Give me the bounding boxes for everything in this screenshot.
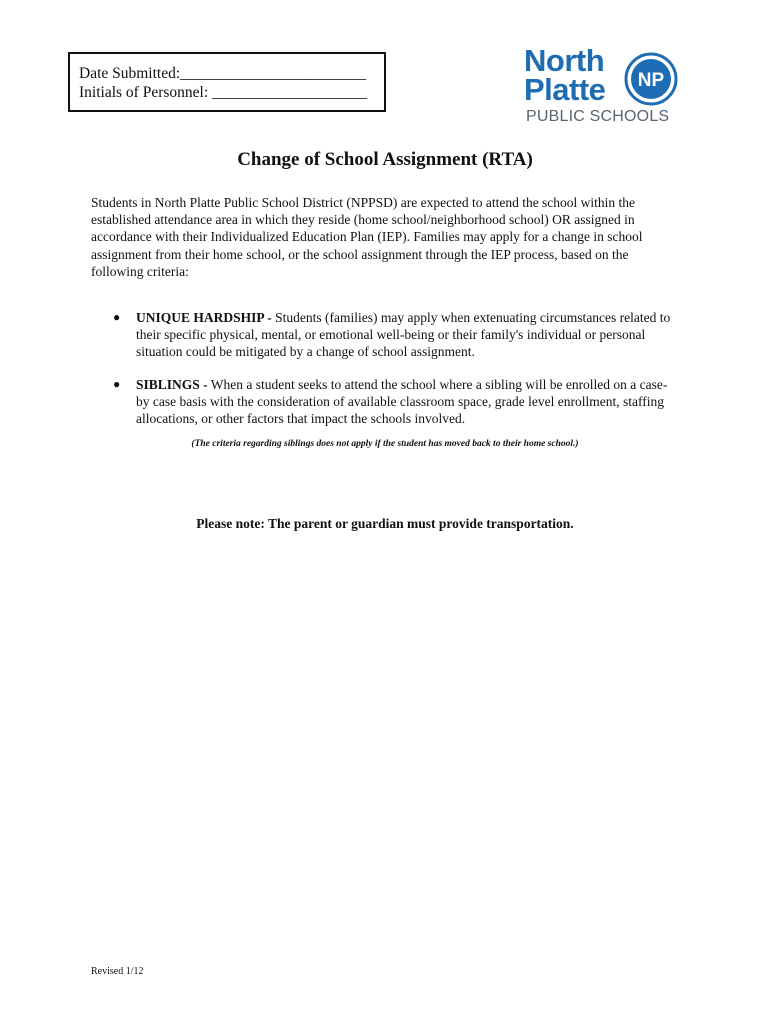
criteria-list [110, 309, 676, 442]
criteria-item-unique-hardship [110, 309, 676, 361]
criteria-heading: UNIQUE HARDSHIP - [136, 310, 272, 325]
criteria-heading: SIBLINGS - [136, 376, 208, 392]
criteria-text: Students (families) may apply when extenuating circumstances related to their specific physical, mental, or emotional well-being or their family's individual or personal situation could be mitigated by a change of school assignment. [136, 310, 671, 360]
page-title: Change of School Assignment (RTA) [237, 149, 533, 170]
criteria-item-siblings [110, 376, 676, 428]
siblings-note: (The criteria regarding siblings does not apply if the student has moved back to their home school.) [191, 439, 579, 449]
logo-line-public-schools: PUBLIC SCHOOLS [526, 108, 670, 125]
bullet-icon: ● [113, 376, 121, 391]
date-submitted-field[interactable]: Date Submitted:________________________ [79, 65, 367, 82]
logo-line-platte: Platte [524, 72, 606, 107]
np-badge-icon [624, 52, 678, 106]
office-use-box [68, 52, 386, 112]
transportation-note: Please note: The parent or guardian must provide transportation. [196, 516, 574, 531]
logo-line-north: North [524, 43, 605, 78]
north-platte-logo [524, 43, 684, 126]
revision-footer: Revised 1/12 [91, 966, 144, 977]
initials-of-personnel-field[interactable]: Initials of Personnel: ____________________ [79, 84, 368, 101]
criteria-text: When a student seeks to attend the school where a sibling will be enrolled on a case-by case basis with the consideration of available classroom space, grade level enrollment, staffing allocations, or other factors that impact the schools involved. [136, 376, 668, 427]
bullet-icon: ● [113, 310, 121, 324]
intro-paragraph: Students in North Platte Public School District (NPPSD) are expected to attend the school within the established attendance area in which they reside (home school/neighborhood school) OR assigned in accordance with their Individualized Education Plan (IEP). Families may apply for a change in school assignment from their home school, or the school assignment through the IEP process, based on the following criteria: [91, 195, 643, 279]
np-badge-text: NP [637, 70, 665, 91]
